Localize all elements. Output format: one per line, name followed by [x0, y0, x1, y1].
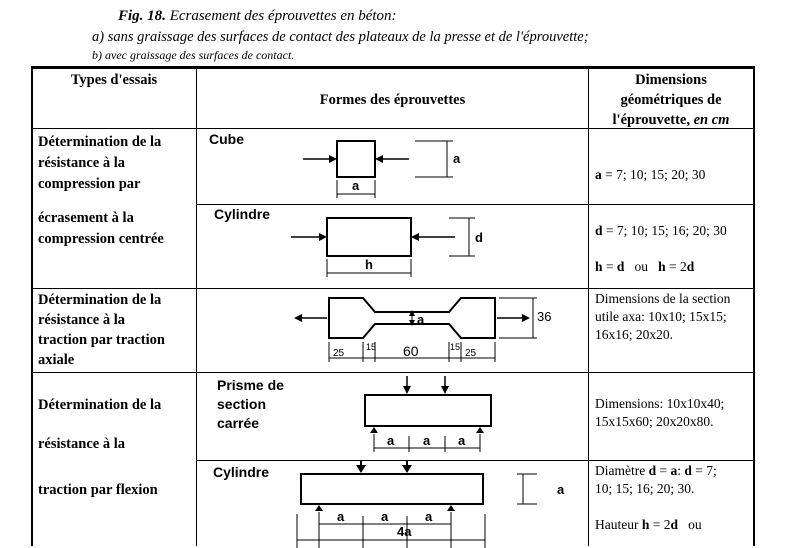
cylinder-figure	[289, 211, 509, 281]
row2-type-line2: résistance à la	[38, 312, 125, 328]
prism-label-line3: carrée	[217, 415, 260, 431]
cyl-beam-support-left	[315, 505, 323, 511]
header-dimensions-unit: en cm	[693, 112, 730, 128]
dogbone-dim-25a: 25	[333, 348, 345, 359]
ratio-eq2: = 2	[665, 259, 687, 274]
cyl-beam-load-arrow-1	[356, 465, 366, 473]
row1-cyl-dims	[595, 222, 727, 240]
diam-end: = 7;	[691, 463, 717, 478]
row1-cyl-dims-values: = 7; 10; 15; 16; 20; 30	[602, 223, 727, 238]
caption-line-a: a) sans graissage des surfaces de contact des plateaux de la presse et de l'éprouvette;	[92, 29, 589, 45]
prism-load-arrow-2	[441, 386, 449, 394]
row3-type-line1: Détermination de la	[38, 397, 162, 413]
table-divider-row1	[31, 288, 755, 289]
cyl-beam-dim-a3: a	[425, 509, 433, 524]
row2-type	[38, 290, 196, 370]
dogbone-dim-25b: 25	[465, 348, 477, 359]
row3-cyl-dims	[595, 462, 753, 534]
prism-load-arrow-1	[403, 386, 411, 394]
dogbone-dim-36: 36	[537, 309, 552, 324]
row1-cube-dims	[595, 166, 705, 184]
table-divider-col2	[588, 66, 589, 546]
shape-cylinder2-label: Cylindre	[213, 464, 270, 480]
cyl-beam-dim-a1: a	[337, 509, 345, 524]
table-divider-row2	[31, 372, 755, 373]
ratio-eq1: =	[602, 259, 617, 274]
header-dimensions-line3	[589, 110, 753, 130]
row3-type-line2: résistance à la	[38, 436, 125, 452]
cylinder-shape	[327, 218, 411, 256]
ratio-d: d	[616, 259, 625, 274]
row2-type-line4: axiale	[38, 352, 75, 368]
row1-cyl-dims-var: d	[595, 223, 603, 238]
row2-dims-line2: utile axa: 10x10; 15x15;	[595, 309, 727, 324]
row2-type-line3: traction par traction	[38, 332, 165, 348]
prism-label-line2: section	[217, 396, 267, 412]
diam-eq: =	[656, 463, 671, 478]
height-or: ou	[678, 517, 702, 532]
dogbone-arrowhead-left	[294, 314, 302, 322]
cylinder-dim-h: h	[365, 257, 373, 272]
cylinder-arrowhead-left	[319, 233, 327, 241]
cylinder-dim-d: d	[475, 230, 483, 245]
height-h: h	[641, 517, 650, 532]
ratio-h1: h	[595, 259, 603, 274]
cyl-beam-dim-4a: 4a	[397, 524, 412, 539]
prism-figure	[357, 374, 497, 456]
row1-type-line1: Détermination de la	[38, 134, 162, 150]
prism-support-left	[370, 427, 378, 433]
row1-type-line4: écrasement à la	[38, 210, 134, 226]
shape-prism-label	[217, 376, 284, 433]
prism-support-right	[476, 427, 484, 433]
caption-line-b: b) avec graissage des surfaces de contact.	[92, 48, 295, 62]
ratio-d2: d	[686, 259, 695, 274]
dogbone-arrowhead-right	[522, 314, 530, 322]
row1-cube-dims-values: = 7; 10; 15; 20; 30	[601, 167, 706, 182]
row1-type-line2: résistance à la	[38, 155, 125, 171]
diam-d: d	[648, 463, 657, 478]
header-dimensions-line2: géométriques de	[620, 92, 722, 108]
prism-dim-a3: a	[458, 433, 466, 448]
cylinder-beam-figure	[289, 458, 565, 548]
row1-cube-dims-var: a	[595, 167, 602, 182]
row1-cyl-ratio	[595, 258, 694, 276]
dogbone-dim-a: a	[417, 312, 425, 327]
row2-type-line1: Détermination de la	[38, 292, 162, 308]
row2-dims	[595, 290, 753, 344]
dogbone-dim-15b: 15	[450, 342, 461, 352]
cyl-beam-support-right	[447, 505, 455, 511]
prism-dim-a2: a	[423, 433, 431, 448]
header-types: Types d'essais	[70, 72, 158, 88]
figure-caption-title	[118, 8, 397, 25]
figure-label: Fig. 18.	[118, 8, 166, 24]
cube-shape	[337, 141, 375, 177]
cube-figure	[297, 136, 477, 206]
shape-cube-label: Cube	[209, 131, 244, 147]
cyl-beam-dim-a2: a	[381, 509, 389, 524]
table-border-top	[31, 66, 755, 69]
cyl-beam-load-arrow-2	[402, 465, 412, 473]
row3-cyl-dims-spacer	[595, 498, 753, 516]
row1-type-spacer	[38, 195, 196, 208]
height-eq: = 2	[649, 517, 671, 532]
row1-type-line3: compression par	[38, 176, 141, 192]
row1-type-line5: compression centrée	[38, 231, 164, 247]
row2-dims-line1: Dimensions de la section	[595, 291, 731, 306]
ratio-ou: ou	[634, 259, 649, 274]
height-pre: Hauteur	[595, 517, 642, 532]
header-shapes: Formes des éprouvettes	[319, 92, 466, 108]
dogbone-dim-15a: 15	[366, 342, 377, 352]
cube-arrowhead-right	[375, 155, 383, 163]
row2-dims-line3: 16x16; 20x20.	[595, 327, 674, 342]
cube-dim-a-horizontal: a	[352, 178, 360, 193]
row3-prism-dims	[595, 395, 753, 431]
prism-dim-a1: a	[387, 433, 395, 448]
row3-cyl-dims-line3	[595, 516, 753, 534]
header-dimensions-label: l'éprouvette,	[612, 112, 694, 128]
prism-beam	[365, 395, 491, 426]
diam-pre: Diamètre	[595, 463, 649, 478]
specimen-table	[31, 66, 755, 546]
row3-cyl-dims-line1	[595, 462, 753, 480]
cylinder-arrowhead-right	[411, 233, 419, 241]
dogbone-dim-60: 60	[403, 343, 419, 359]
ratio-h2: h	[658, 259, 666, 274]
cyl-beam-shape	[301, 474, 483, 504]
cyl-beam-dim-a: a	[557, 482, 565, 497]
table-divider-col1	[196, 66, 197, 546]
cube-arrowhead-left	[329, 155, 337, 163]
header-dimensions	[589, 70, 753, 130]
header-dimensions-line1: Dimensions	[635, 72, 707, 88]
row3-cyl-dims-line2: 10; 15; 16; 20; 30.	[595, 481, 695, 496]
diam-colon: :	[677, 463, 685, 478]
shape-cylinder-label: Cylindre	[214, 206, 271, 222]
row3-prism-dims-line1: Dimensions: 10x10x40;	[595, 396, 725, 411]
dogbone-figure	[293, 294, 553, 370]
figure-title: Ecrasement des éprouvettes en béton:	[169, 8, 397, 24]
row3-type-line3: traction par flexion	[38, 482, 158, 498]
table-border-right	[753, 66, 755, 546]
diam-a: a	[670, 463, 678, 478]
height-d: d	[670, 517, 679, 532]
table-border-left	[31, 66, 33, 546]
diam-d2: d	[684, 463, 692, 478]
row1-type	[38, 132, 196, 250]
cube-dim-a-vertical: a	[453, 151, 461, 166]
row3-prism-dims-line2: 15x15x60; 20x20x80.	[595, 414, 714, 429]
prism-label-line1: Prisme de	[217, 377, 284, 393]
